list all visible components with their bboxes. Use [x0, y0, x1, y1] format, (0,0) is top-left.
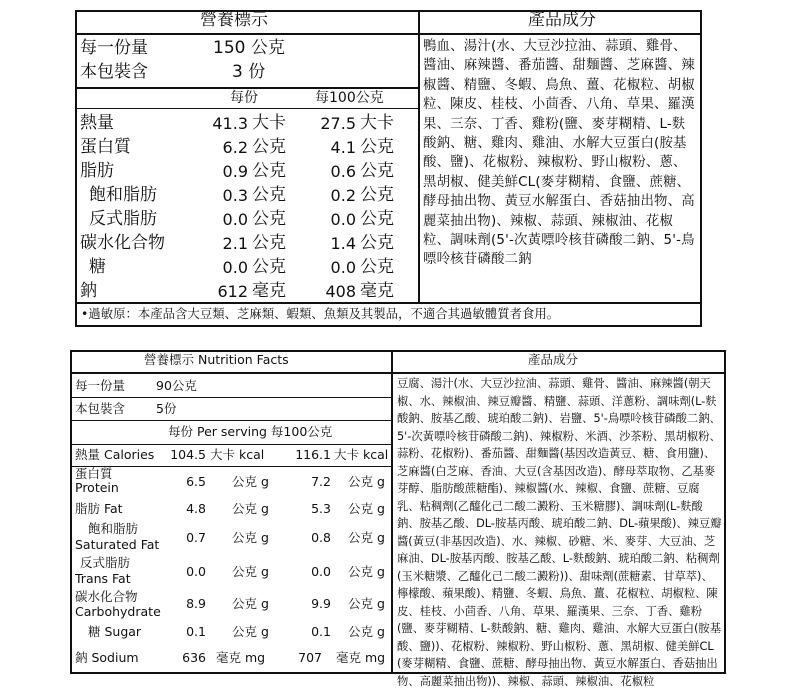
label-2-divider — [391, 350, 393, 674]
nutrient-name: 反式脂肪 — [89, 209, 157, 229]
label-2-serving-size-value: 90公克 — [156, 378, 197, 393]
label-1-col-per-100: 每100公克 — [315, 90, 384, 106]
unit-per-serving: 公克 — [252, 137, 286, 157]
value-per-serving: 6.5 — [186, 474, 206, 489]
unit-per-100g: 大卡 kcal — [334, 447, 389, 462]
value-per-serving: 0.3 — [222, 186, 248, 205]
label-1-divider — [418, 10, 420, 303]
nutrient-name: 鈉 Sodium — [75, 650, 139, 665]
value-per-100g: 1.4 — [330, 234, 356, 253]
label-1-serving-rule — [75, 87, 418, 89]
nutrient-name: 鈉 — [80, 281, 97, 301]
nutrient-name: 蛋白質 — [80, 137, 131, 157]
unit-per-serving: 公克 — [252, 233, 286, 253]
value-per-100g: 0.1 — [311, 624, 331, 639]
nutrient-name-en: Carbohydrate — [75, 604, 161, 619]
unit-per-serving: 大卡 — [252, 113, 286, 133]
value-per-100g: 4.1 — [330, 138, 356, 157]
label-1-servings-value: 3 份 — [232, 62, 266, 82]
value-per-serving: 0.0 — [222, 258, 248, 277]
unit-per-100g: 毫克 mg — [336, 650, 386, 665]
label-2-rule-4 — [70, 466, 391, 467]
unit-per-100g: 公克 — [360, 161, 394, 181]
nutrient-name: 反式脂肪 — [80, 555, 131, 570]
unit-per-serving: 公克 — [252, 185, 286, 205]
label-1-col-per-serving: 每份 — [230, 90, 258, 106]
label-2-ingredients-text: 豆腐、湯汁(水、大豆沙拉油、蒜頭、雞骨、醬油、麻辣醬(朝天椒、水、辣椒油、辣豆瓣醬、精鹽、蒜頭、洋蔥粉、調味劑(L-麩酸鈉、胺基乙酸、琥珀酸二鈉)、岩鹽、5'-鳥嘌呤核苷磷酸二鈉、5'-次黃嘌呤核苷磷酸二鈉)、辣椒粉、米酒、沙茶粉、黑胡椒粉、蒜粉、花椒粉)、番茄醬、甜麵醬(基因改造黃豆、糖、食用鹽)、芝麻醬(白芝麻、香油、大豆(含基因改造)、酵母萃取物、乙基麥芽醇、脂肪酸蔗糖酯)、辣椒醬(水、辣椒、食鹽、蔗糖、豆腐乳、粘稠劑(乙醯化己二酸二澱粉、玉米糖膠)、調味劑(L-麩酸鈉、胺基乙酸、DL-胺基丙酸、琥珀酸二鈉、DL-蘋果酸)、辣豆瓣醬(黃豆(非基因改造)、水、辣椒、砂糖、米、麥芽、大豆油、芝麻油、DL-胺基丙酸、胺基乙酸、L-麩酸鈉、琥珀酸二鈉、粘稠劑(玉米糖漿、乙醯化己二酸二澱粉))、甜味劑(蔗糖素、甘草萃)、檸檬酸、蘋果酸)、精鹽、冬蝦、鳥魚、薑、花椒粒、胡椒粒、陳皮、桂枝、小茴香、八角、草果、羅漢果、三奈、丁香、雞粉(鹽、麥芽糊精、L-麩酸鈉、糖、雞肉、雞油、水解大豆蛋白(胺基酸、鹽))、花椒粉、辣椒粉、野山椒粉、蔥、黑胡椒、健美鮮CL(麥芽糊精、食鹽、蔗糖、酵母抽出物、黃豆水解蛋白、香菇抽出物、高麗菜抽出物))、辣椒、蒜頭、辣椒油、花椒粒 — [397, 377, 722, 688]
unit-per-serving: 公克 g — [232, 501, 269, 516]
label-1-ingredients-title: 產品成分 — [528, 10, 596, 30]
unit-per-serving: 公克 — [252, 161, 286, 181]
value-per-serving: 0.0 — [222, 210, 248, 229]
nutrient-name: 飽和脂肪 — [89, 185, 157, 205]
value-per-serving: 2.1 — [222, 234, 248, 253]
nutrient-name-en: Saturated Fat — [75, 537, 160, 552]
label-1-serving-size-label: 每一份量 — [80, 38, 148, 58]
unit-per-100g: 公克 g — [348, 596, 385, 611]
label-2-rule-3 — [70, 444, 391, 445]
nutrient-name: 糖 — [89, 257, 106, 277]
label-2-serving-size-label: 每一份量 — [75, 378, 126, 393]
nutrient-name: 脂肪 — [80, 161, 114, 181]
value-per-100g: 408 — [325, 282, 356, 301]
value-per-serving: 612 — [217, 282, 248, 301]
unit-per-serving: 公克 g — [232, 474, 269, 489]
value-per-serving: 0.7 — [186, 530, 206, 545]
label-1-bottom-rule — [75, 302, 702, 304]
value-per-serving: 6.2 — [222, 138, 248, 157]
unit-per-serving: 公克 g — [232, 564, 269, 579]
value-per-100g: 9.9 — [311, 596, 331, 611]
unit-per-serving: 公克 g — [232, 596, 269, 611]
nutrient-name: 碳水化合物 — [80, 233, 165, 253]
unit-per-serving: 毫克 mg — [216, 650, 266, 665]
unit-per-serving: 公克 — [252, 209, 286, 229]
label-1-title-rule — [75, 33, 702, 35]
label-1-allergen-note: •過敏原：本產品含大豆類、芝麻類、蝦類、魚類及其製品，不適合其過敏體質者食用。 — [81, 306, 560, 321]
label-1-ingredients-text: 鴨血、湯汁(水、大豆沙拉油、蒜頭、雞骨、醬油、麻辣醬、番茄醬、甜麵醬、芝麻醬、辣椒醬、精鹽、冬蝦、鳥魚、薑、花椒粒、胡椒粒、陳皮、桂枝、小茴香、八角、草果、羅漢果、三奈、丁香、雞粉(鹽、麥芽糊精、L-麩酸鈉、糖、雞肉、雞油、水解大豆蛋白(胺基酸、鹽)、花椒粉、辣椒粉、野山椒粉、蔥、黑胡椒、健美鮮CL(麥芽糊精、食鹽、蔗糖、酵母抽出物、黃豆水解蛋白、香菇抽出物、高麗菜抽出物)、辣椒、蒜頭、辣椒油、花椒粒、調味劑(5'-次黃嘌呤核苷磷酸二鈉、5'-鳥嘌呤核苷磷酸二鈉 — [423, 39, 695, 268]
unit-per-serving: 大卡 kcal — [210, 447, 265, 462]
value-per-serving: 104.5 — [170, 447, 206, 462]
unit-per-100g: 公克 — [360, 209, 394, 229]
unit-per-100g: 公克 g — [348, 530, 385, 545]
value-per-100g: 0.0 — [330, 258, 356, 277]
unit-per-100g: 公克 — [360, 137, 394, 157]
label-2-title: 營養標示 Nutrition Facts — [144, 352, 289, 367]
nutrient-name-en: Trans Fat — [75, 571, 131, 586]
value-per-serving: 4.8 — [186, 501, 206, 516]
unit-per-serving: 毫克 — [252, 281, 286, 301]
value-per-serving: 41.3 — [212, 114, 248, 133]
value-per-100g: 7.2 — [311, 474, 331, 489]
nutrient-name: 飽和脂肪 — [88, 521, 139, 536]
unit-per-100g: 毫克 — [360, 281, 394, 301]
unit-per-100g: 公克 g — [348, 474, 385, 489]
label-1-servings-label: 本包裝含 — [80, 62, 148, 82]
label-2-rule-1 — [70, 397, 391, 398]
label-1-title: 營養標示 — [200, 10, 268, 30]
unit-per-100g: 公克 — [360, 233, 394, 253]
value-per-100g: 5.3 — [311, 501, 331, 516]
value-per-100g: 0.0 — [330, 210, 356, 229]
label-2-title-rule — [70, 372, 726, 374]
unit-per-serving: 公克 g — [232, 530, 269, 545]
value-per-100g: 0.2 — [330, 186, 356, 205]
nutrient-name: 脂肪 Fat — [75, 501, 123, 516]
value-per-serving: 8.9 — [186, 596, 206, 611]
nutrient-name-en: Protein — [75, 480, 119, 495]
label-2-servings-value: 5份 — [156, 401, 177, 416]
label-2-col-header: 每份 Per serving 每100公克 — [168, 424, 333, 439]
unit-per-100g: 公克 g — [348, 624, 385, 639]
value-per-100g: 0.0 — [311, 564, 331, 579]
label-2-servings-label: 本包裝含 — [75, 401, 126, 416]
unit-per-100g: 公克 — [360, 185, 394, 205]
nutrient-name: 蛋白質 — [75, 466, 113, 481]
nutrient-name: 熱量 — [80, 113, 114, 133]
unit-per-serving: 公克 g — [232, 624, 269, 639]
unit-per-serving: 公克 — [252, 257, 286, 277]
unit-per-100g: 公克 g — [348, 501, 385, 516]
label-1-serving-size-value: 150 公克 — [213, 38, 285, 58]
value-per-100g: 707 — [298, 650, 322, 665]
unit-per-100g: 公克 — [360, 257, 394, 277]
unit-per-100g: 大卡 — [360, 113, 394, 133]
label-2-ingredients-title: 產品成分 — [528, 352, 579, 367]
nutrient-name: 糖 Sugar — [88, 624, 142, 639]
nutrient-name: 碳水化合物 — [75, 589, 138, 604]
value-per-100g: 27.5 — [320, 114, 356, 133]
value-per-serving: 0.1 — [186, 624, 206, 639]
label-2-rule-2 — [70, 420, 391, 421]
unit-per-100g: 公克 g — [348, 564, 385, 579]
nutrient-name: 熱量 Calories — [75, 447, 155, 462]
value-per-serving: 0.0 — [186, 564, 206, 579]
label-1-colhead-rule — [75, 108, 418, 109]
value-per-serving: 636 — [182, 650, 206, 665]
value-per-100g: 0.6 — [330, 162, 356, 181]
value-per-100g: 116.1 — [295, 447, 331, 462]
value-per-100g: 0.8 — [311, 530, 331, 545]
value-per-serving: 0.9 — [222, 162, 248, 181]
